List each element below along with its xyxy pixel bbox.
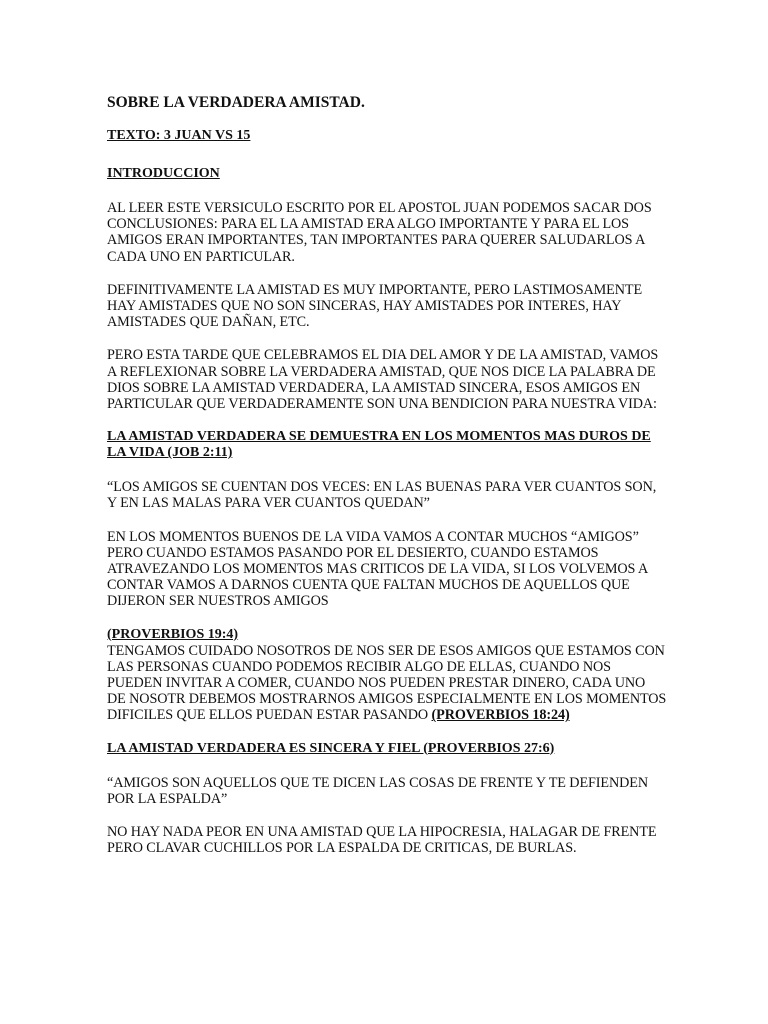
paragraph-section1-1: EN LOS MOMENTOS BUENOS DE LA VIDA VAMOS A CONTAR MUCHOS “AMIGOS” PERO CUANDO ESTAMOS PASANDO POR EL DESIERTO, CUANDO ESTAMOS ATRAVEZANDO LOS MOMENTOS MAS CRITICOS DE LA VIDA, SI LOS VOLVEMOS A CONTAR VAMOS A DARNOS CUENTA QUE FALTAN MUCHOS DE AQUELLOS QUE DIJERON SER NUESTROS AMIGOS — [107, 528, 648, 610]
paragraph-intro-1: AL LEER ESTE VERSICULO ESCRITO POR EL APOSTOL JUAN PODEMOS SACAR DOS CONCLUSIONES: PARA EL LA AMISTAD ERA ALGO IMPORTANTE Y PARA EL LOS AMIGOS ERAN IMPORTANTES, TAN IMPORTANTES PARA QUERER SALUDARLOS A CADA UNO EN PARTICULAR. — [107, 200, 652, 265]
section-heading-2: LA AMISTAD VERDADERA ES SINCERA Y FIEL (PROVERBIOS 27:6) — [107, 740, 555, 756]
quote-1: “LOS AMIGOS SE CUENTAN DOS VECES: EN LAS BUENAS PARA VER CUANTOS SON, Y EN LAS MALAS PARA VER CUANTOS QUEDAN” — [107, 479, 657, 512]
introduction-heading: INTRODUCCION — [107, 166, 220, 181]
reference-proverbios-19-4: (PROVERBIOS 19:4) — [107, 626, 239, 642]
paragraph-section1-2 — [107, 643, 667, 724]
scripture-reference: TEXTO: 3 JUAN VS 15 — [107, 128, 251, 143]
paragraph-intro-3: PERO ESTA TARDE QUE CELEBRAMOS EL DIA DEL AMOR Y DE LA AMISTAD, VAMOS A REFLEXIONAR SOBRE LA VERDADERA AMISTAD, QUE NOS DICE LA PALABRA DE DIOS SOBRE LA AMISTAD VERDADERA, LA AMISTAD SINCERA, ESOS AMIGOS EN PARTICULAR QUE VERDADERAMENTE SON UNA BENDICION PARA NUESTRA VIDA: — [107, 347, 659, 413]
section-heading-1: LA AMISTAD VERDADERA SE DEMUESTRA EN LOS MOMENTOS MAS DUROS DE LA VIDA (JOB 2:11) — [107, 429, 651, 461]
reference-proverbios-18-24: (PROVERBIOS 18:24) — [431, 707, 570, 724]
paragraph-section1-2-text: TENGAMOS CUIDADO NOSOTROS DE NOS SER DE ESOS AMIGOS QUE ESTAMOS CON LAS PERSONAS CUANDO PODEMOS RECIBIR ALGO DE ELLAS, CUANDO NOS PUEDEN INVITAR A COMER, CUANDO NOS PUEDEN PRESTAR DINERO, CADA UNO DE NOSOTR DEBEMOS MOSTRARNOS AMIGOS ESPECIALMENTE EN LOS MOMENTOS DIFICILES QUE ELLOS PUEDAN ESTAR PASANDO — [107, 642, 667, 724]
quote-2: “AMIGOS SON AQUELLOS QUE TE DICEN LAS COSAS DE FRENTE Y TE DEFIENDEN POR LA ESPALDA” — [107, 774, 648, 807]
paragraph-section2-1: NO HAY NADA PEOR EN UNA AMISTAD QUE LA HIPOCRESIA, HALAGAR DE FRENTE PERO CLAVAR CUCHILLOS POR LA ESPALDA DE CRITICAS, DE BURLAS. — [107, 824, 657, 857]
document-page — [107, 94, 667, 873]
paragraph-intro-2: DEFINITIVAMENTE LA AMISTAD ES MUY IMPORTANTE, PERO LASTIMOSAMENTE HAY AMISTADES QUE NO SON SINCERAS, HAY AMISTADES POR INTERES, HAY AMISTADES QUE DAÑAN, ETC. — [107, 281, 643, 331]
document-title: SOBRE LA VERDADERA AMISTAD. — [107, 94, 365, 111]
